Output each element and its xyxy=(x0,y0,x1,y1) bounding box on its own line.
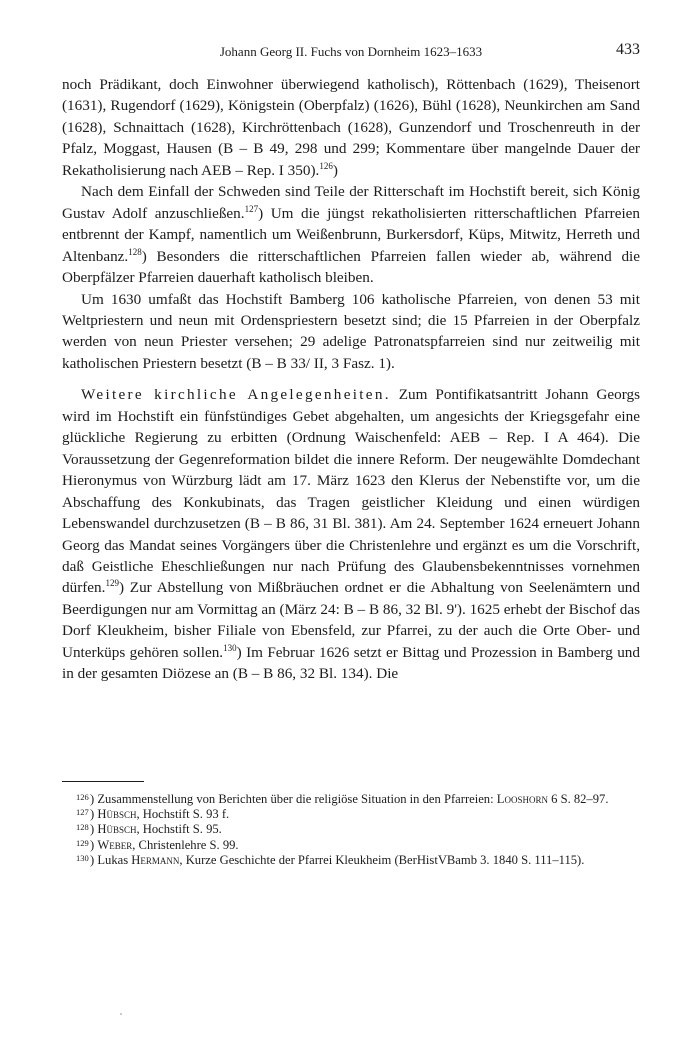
footnote-paren: ) xyxy=(90,822,95,837)
footnote-ref: 128 xyxy=(128,246,142,257)
footnote-author: Looshorn xyxy=(496,792,548,806)
paragraph-1 xyxy=(62,74,640,181)
footnote-129 xyxy=(62,838,640,853)
footnote-text: , Kurze Geschichte der Pfarrei Kleukheim (BerHistVBamb 3. 1840 S. 111–115). xyxy=(179,852,585,867)
page-number: 433 xyxy=(616,41,640,58)
paragraph-text: ) Besonders die ritterschaftlichen Pfarreien fallen wieder ab, während die Oberpfälzer Pfarreien dauerhaft katholisch bleiben. xyxy=(62,247,640,287)
footnote-paren: ) xyxy=(90,852,95,867)
footnote-ref: 129 xyxy=(105,578,119,589)
footnote-author: Hübsch xyxy=(97,807,137,822)
footnote-ref: 130 xyxy=(223,642,237,653)
section-heading: Weitere kirchliche Angelegenheiten. xyxy=(81,386,391,404)
footnote-text: Zusammenstellung von Berichten über die religiöse Situation in den Pfarreien: xyxy=(94,792,497,806)
footnote-text: , Hochstift S. 93 f. xyxy=(136,807,230,822)
paragraph-text: noch Prädikant, doch Einwohner überwiegend katholisch), Röttenbach (1629), Theisenort (1631), Rugendorf (1629), Königstein (Oberpfalz) (1626), Bühl (1628), Neunkirchen am Sand (1628), Schnaittach (1628), Kirchröttenbach (1628), Gunzendorf und Troschenreuth in der Pfalz, Moggast, Hausen (B – B 49, 298 und 299; Kommentare über mangelnde Dauer der Rekatholisierung nach AEB – Rep. I 350). xyxy=(62,76,640,179)
footnote-126 xyxy=(62,792,640,807)
paragraph-text: Zum Pontifikatsantritt Johann Georgs wird im Hochstift ein fünfstündiges Gebet abgehalten, um angesichts der Kriegsgefahr eine glückliche Regierung zu erbitten (Ordnung Waischenfeld: AEB – Rep. I A 464). Die Voraussetzung der Gegenreformation bildet die innere Reform. Der neugewählte Domdechant Hieronymus von Würzburg lädt am 17. März 1623 den Klerus der Nebenstifte vor, um die Abschaffung des Konkubinats, das Tragen geistlicher Kleidung und einen würdigen Lebenswandel durchzusetzen (B – B 86, 31 Bl. 381). Am 24. September 1624 erneuert Johann Georg das Mandat seines Vorgängers über die Christenlehre und ergänzt es um die Vorschrift, daß Geistliche Eheschließungen nur nach Prüfung des Glaubensbekenntnisses vornehmen dürfen. xyxy=(62,386,640,597)
paragraph-3: Um 1630 umfaßt das Hochstift Bamberg 106 katholische Pfarreien, von denen 53 mit Weltpriestern und neun mit Ordenspriestern besetzt sind; die 15 Pfarreien in der Oberpfalz werden von neun Priester versehen; 29 adelige Patronatspfarreien sind nur zeitweilig mit katholischen Priestern besetzt (B – B 33/ II, 3 Fasz. 1). xyxy=(62,290,640,372)
footnote-number: 128 xyxy=(76,822,89,833)
paragraph-text: ) Im Februar 1626 setzt er Bittag und Prozession in Bamberg und in der gesamten Diözese an (B – B 86, 32 Bl. 134). Die xyxy=(62,643,640,683)
footnote-number: 126 xyxy=(76,792,89,802)
footnote-author: Hermann xyxy=(131,852,180,867)
footnote-ref: 126 xyxy=(319,160,333,171)
footnote-author: Weber xyxy=(97,837,133,852)
footnote-130 xyxy=(62,853,640,868)
footnote-ref: 127 xyxy=(244,203,259,214)
scan-speck xyxy=(120,1013,122,1015)
footnote-128 xyxy=(62,822,640,837)
paragraph-text: ) Um die jüngst rekatholisierten ritterschaftlichen Pfarreien entbrennt der Kampf, namentlich um Weißenbrunn, Burkersdorf, Küps, Mitwitz, Herreth und Altenbanz. xyxy=(62,204,640,265)
footnote-text: Lukas xyxy=(94,852,132,867)
body-text xyxy=(62,74,640,685)
footnotes xyxy=(62,792,640,868)
paragraph-text: Nach dem Einfall der Schweden sind Teile der Ritterschaft im Hochstift bereit, sich König Gustav Adolf anzuschließen. xyxy=(62,183,640,222)
paragraph-text: ) Zur Abstellung von Mißbräuchen ordnet er die Abhaltung von Seelenämtern und Beerdigungen nur am Vormittag an (März 24: B – B 86, 32 Bl. 9'). 1625 erhebt der Bischof das Dorf Kleukheim, bisher Filiale von Ebensfeld, zur Pfarrei, zu der auch die Orte Ober- und Unterküps gehören sollen. xyxy=(62,579,640,661)
footnote-number: 129 xyxy=(76,837,89,848)
footnote-number: 130 xyxy=(76,852,89,863)
footnote-text: , Christenlehre S. 99. xyxy=(132,837,239,852)
footnote-paren: ) xyxy=(90,792,95,806)
paragraph-2 xyxy=(62,181,640,288)
footnote-text: 6 S. 82–97. xyxy=(547,792,609,806)
footnote-paren: ) xyxy=(90,807,95,822)
footnote-divider xyxy=(62,781,144,782)
footnote-author: Hübsch xyxy=(97,822,137,837)
running-header xyxy=(62,40,640,62)
footnote-number: 127 xyxy=(76,807,89,818)
running-title: Johann Georg II. Fuchs von Dornheim 1623–1633 xyxy=(219,44,483,59)
footnote-text: , Hochstift S. 95. xyxy=(136,822,222,837)
paragraph-text: ) xyxy=(332,161,338,179)
footnote-paren: ) xyxy=(90,837,95,852)
footnote-127 xyxy=(62,807,640,822)
paragraph-4 xyxy=(62,384,640,684)
